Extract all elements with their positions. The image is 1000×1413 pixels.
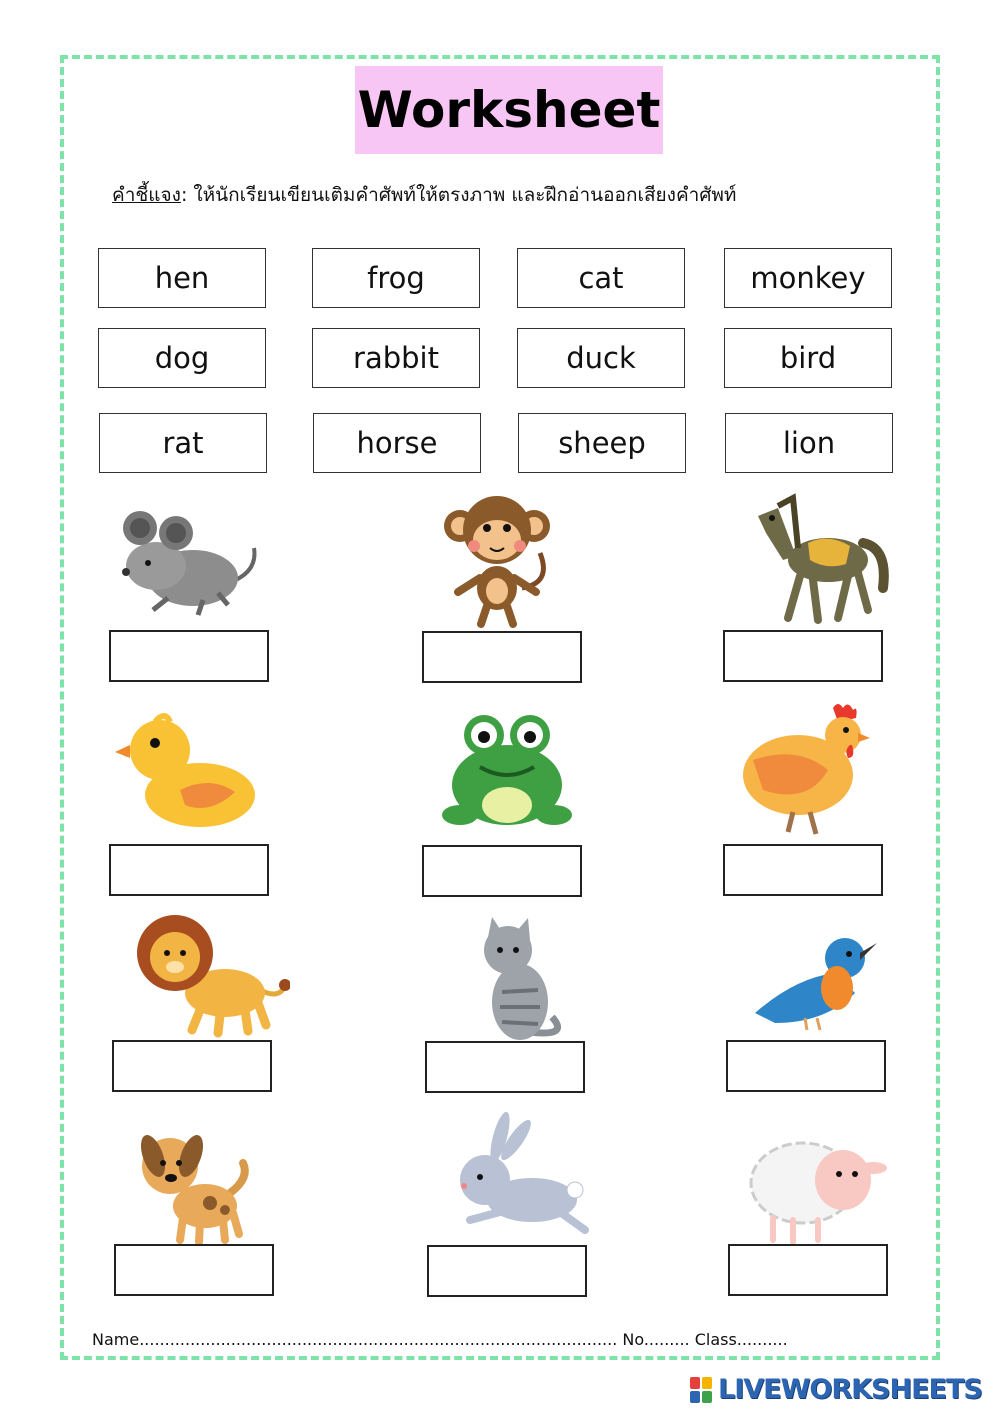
logo-text: LIVEWORKSHEETS (718, 1374, 982, 1405)
answer-input[interactable] (112, 1040, 272, 1092)
word-card: monkey (724, 248, 892, 308)
answer-input[interactable] (728, 1244, 888, 1296)
answer-input[interactable] (109, 844, 269, 896)
lion-picture (130, 905, 290, 1045)
frog-picture (432, 705, 592, 845)
word-card: dog (98, 328, 266, 388)
rabbit-picture (440, 1112, 600, 1252)
word-card: duck (517, 328, 685, 388)
word-card: cat (517, 248, 685, 308)
name-class-line: Name.............................................................................................. No......... Class.......... (92, 1330, 788, 1349)
answer-input[interactable] (422, 631, 582, 683)
answer-input[interactable] (114, 1244, 274, 1296)
word-card: horse (313, 413, 481, 473)
liveworksheets-logo (690, 1374, 982, 1405)
cat-picture (440, 912, 600, 1052)
horse-picture (738, 488, 898, 628)
word-card: lion (725, 413, 893, 473)
instructions-label: คำชี้แจง (112, 184, 181, 206)
answer-input[interactable] (427, 1245, 587, 1297)
answer-input[interactable] (726, 1040, 886, 1092)
word-card: sheep (518, 413, 686, 473)
duck-picture (110, 700, 270, 840)
word-card: hen (98, 248, 266, 308)
dog-picture (125, 1118, 285, 1258)
page-title: Worksheet (355, 66, 663, 154)
hen-picture (738, 700, 898, 840)
word-card: rat (99, 413, 267, 473)
instructions-text: : ให้นักเรียนเขียนเติมคำศัพท์ให้ตรงภาพ และฝึกอ่านออกเสียงคำศัพท์ (180, 184, 737, 206)
word-card: frog (312, 248, 480, 308)
answer-input[interactable] (422, 845, 582, 897)
answer-input[interactable] (723, 630, 883, 682)
monkey-picture (422, 488, 582, 628)
word-card: bird (724, 328, 892, 388)
answer-input[interactable] (109, 630, 269, 682)
answer-input[interactable] (723, 844, 883, 896)
rat-picture (108, 488, 268, 628)
logo-badge-icon (690, 1377, 712, 1403)
instructions (112, 180, 736, 210)
sheep-picture (743, 1118, 903, 1258)
word-card: rabbit (312, 328, 480, 388)
answer-input[interactable] (425, 1041, 585, 1093)
bird-picture (745, 918, 905, 1058)
